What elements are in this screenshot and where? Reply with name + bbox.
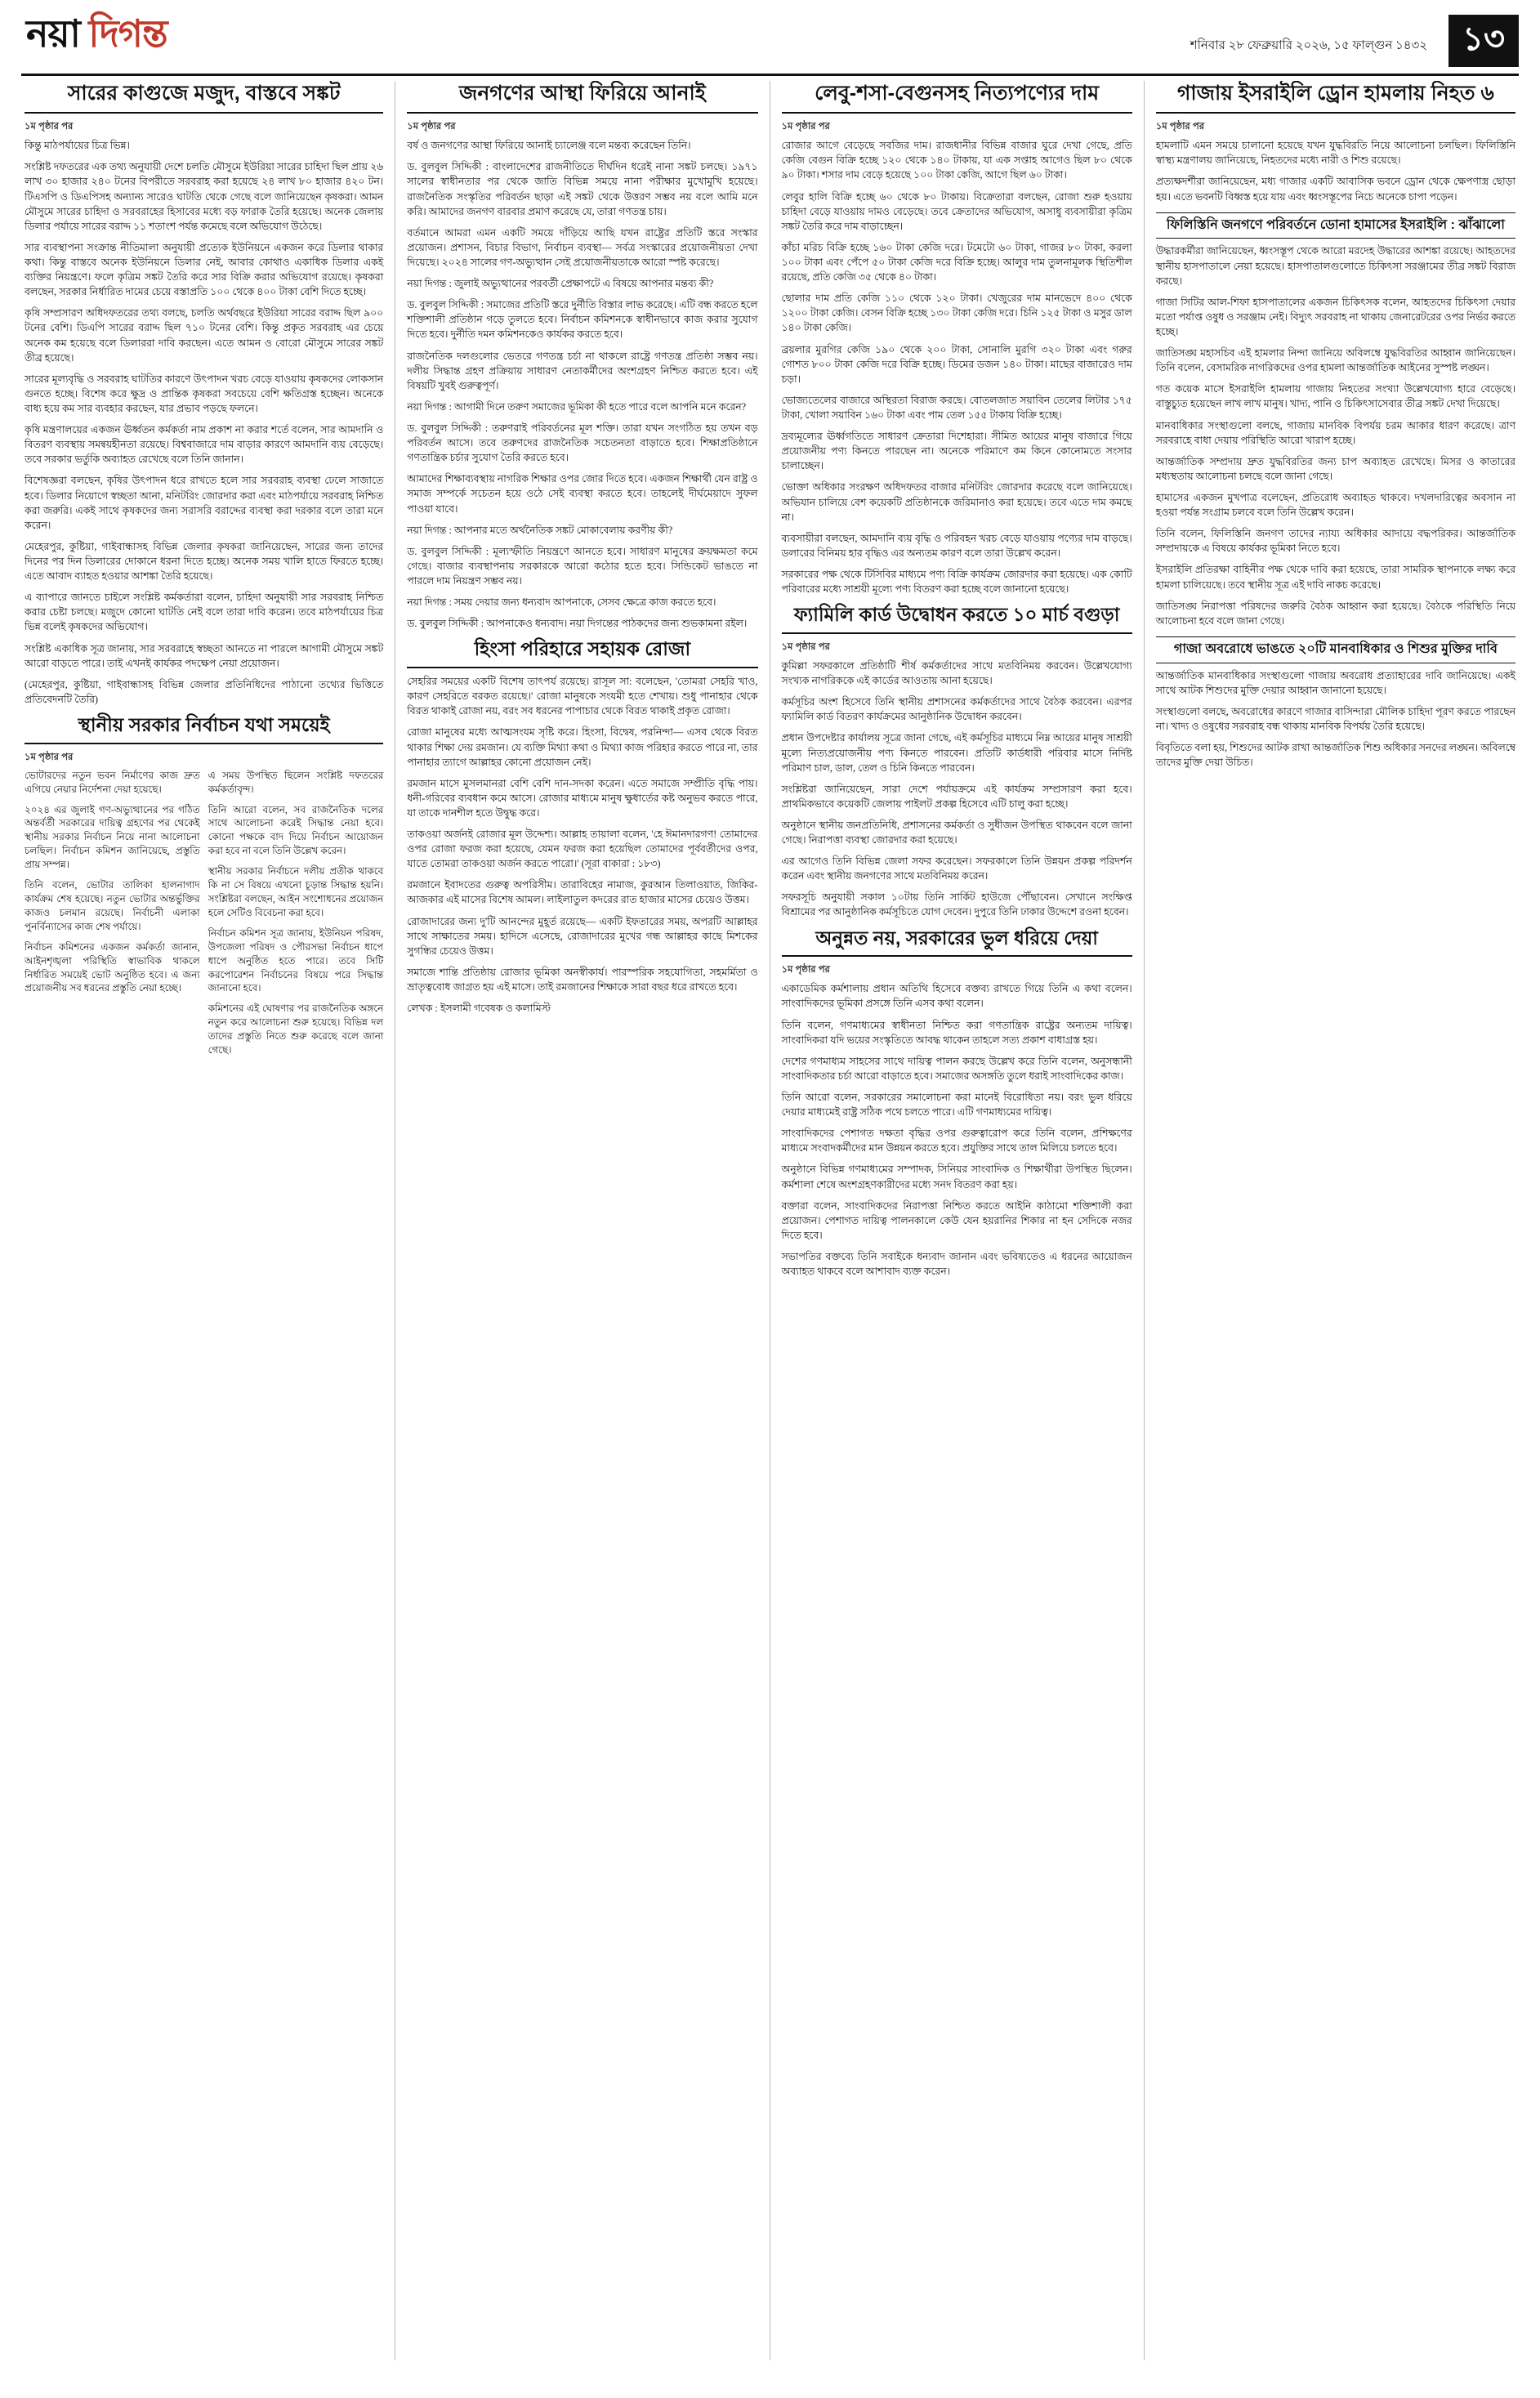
article-paragraph: নির্বাচন কমিশনের একজন কর্মকর্তা জানান, আইনশৃঙ্খলা পরিস্থিতি স্বাভাবিক থাকলে নির্ধারিত সময়েই ভোট অনুষ্ঠিত হবে। এ জন্য প্রয়োজনীয় সব ধরনের প্রস্তুতি নেয়া হচ্ছে।	[25, 940, 200, 994]
article-paragraph: গাজা সিটির আল-শিফা হাসপাতালের একজন চিকিৎসক বলেন, আহতদের চিকিৎসা দেয়ার মতো পর্যাপ্ত ওষুধ ও সরঞ্জাম নেই। বিদ্যুৎ সরবরাহ না থাকায় জেনারেটরের ওপর নির্ভর করতে হচ্ছে।	[1155, 296, 1515, 338]
article-paragraph: সারের মূল্যবৃদ্ধি ও সরবরাহ ঘাটতির কারণে উৎপাদন খরচ বেড়ে যাওয়ায় কৃষকদের লোকসান গুনতে হচ্ছে। বিশেষ করে ক্ষুদ্র ও প্রান্তিক কৃষকরা সবচেয়ে বেশি ক্ষতিগ্রস্ত হচ্ছেন। অনেকে বাধ্য হয়ে কম সার ব্যবহার করছেন, যার প্রভাব পড়ছে ফলনে।	[25, 373, 384, 414]
article-paragraph: সংশ্লিষ্ট একাধিক সূত্র জানায়, সার সরবরাহে স্বচ্ছতা আনতে না পারলে আগামী মৌসুমে সঙ্কট আরো বাড়তে পারে। তাই এখনই কার্যকর পদক্ষেপ নেয়া প্রয়োজন।	[25, 642, 384, 669]
article-paragraph: রোজার আগে বেড়েছে সবজির দাম। রাজধানীর বিভিন্ন বাজার ঘুরে দেখা গেছে, প্রতি কেজি বেগুন বিক্রি হচ্ছে ১২০ থেকে ১৪০ টাকায়, যা এক সপ্তাহ আগেও ছিল ৮০ থেকে ৯০ টাকা। শসার দাম বেড়ে হয়েছে ১০০ টাকা কেজি, আগে ছিল ৬০ টাকা।	[781, 140, 1132, 181]
jump-line: ১ম পৃষ্ঠার পর	[1155, 122, 1205, 132]
article-question: নয়া দিগন্ত : আগামী দিনে তরুণ সমাজের ভূমিকা কী হতে পারে বলে আপনি মনে করেন?	[407, 400, 747, 413]
article-paragraph: দ্রব্যমূল্যের ঊর্ধ্বগতিতে সাধারণ ক্রেতারা দিশেহারা। সীমিত আয়ের মানুষ বাজারে গিয়ে প্রয়োজনীয় পণ্য কিনতে পারছেন না। অনেকে পরিমাণে কম কিনে কোনোমতে সংসার চালাচ্ছেন।	[781, 431, 1132, 472]
article-paragraph: বিবৃতিতে বলা হয়, শিশুদের আটক রাখা আন্তর্জাতিক শিশু অধিকার সনদের লঙ্ঘন। অবিলম্বে তাদের মুক্তি দেয়া উচিত।	[1155, 742, 1515, 769]
article-paragraph: ২০২৪ এর জুলাই গণ-অভ্যুত্থানের পর গঠিত অন্তর্বর্তী সরকারের দায়িত্ব গ্রহণের পর থেকেই স্থানীয় সরকার নির্বাচন নিয়ে নানা আলোচনা চলছিল। নির্বাচন কমিশন জানিয়েছে, প্রস্তুতি প্রায় সম্পন্ন।	[25, 803, 200, 871]
article-paragraph: আন্তর্জাতিক সম্প্রদায় দ্রুত যুদ্ধবিরতির জন্য চাপ অব্যাহত রেখেছে। মিসর ও কাতারের মধ্যস্থতায় আলোচনা চলছে বলে জানা গেছে।	[1155, 455, 1515, 482]
article-paragraph: মানবাধিকার সংস্থাগুলো বলছে, গাজায় মানবিক বিপর্যয় চরম আকার ধারণ করেছে। ত্রাণ সরবরাহে বাধা দেয়ায় পরিস্থিতি আরো খারাপ হচ্ছে।	[1155, 419, 1515, 446]
two-subcolumn-wrap	[25, 769, 383, 1064]
article-paragraph: লেবুর হালি বিক্রি হচ্ছে ৬০ থেকে ৮০ টাকায়। বিক্রেতারা বলছেন, রোজা শুরু হওয়ায় চাহিদা বেড়ে যাওয়ায় দামও বেড়েছে। তবে ক্রেতাদের অভিযোগ, অসাধু ব্যবসায়ীরা কৃত্রিম সঙ্কট তৈরি করে দাম বাড়াচ্ছেন।	[781, 190, 1132, 232]
article-paragraph: ভোক্তা অধিকার সংরক্ষণ অধিদফতর বাজার মনিটরিং জোরদার করেছে বলে জানিয়েছে। অভিযান চালিয়ে বেশ কয়েকটি প্রতিষ্ঠানকে জরিমানাও করা হয়েছে। তবে এতে দাম কমছে না।	[781, 481, 1132, 523]
article-headline: অনুন্নত নয়, সরকারের ভুল ধরিয়ে দেয়া	[782, 927, 1132, 958]
article-headline: গাজায় ইসরাইলি ড্রোন হামলায় নিহত ৬	[1156, 81, 1515, 114]
article-paragraph: একাডেমিক কর্মশালায় প্রধান অতিথি হিসেবে বক্তব্য রাখতে গিয়ে তিনি এ কথা বলেন। সাংবাদিকদের ভূমিকা প্রসঙ্গে তিনি এসব কথা বলেন।	[781, 983, 1132, 1010]
article-paragraph: বিশেষজ্ঞরা বলছেন, কৃষির উৎপাদন ধরে রাখতে হলে সার সরবরাহ ব্যবস্থা ঢেলে সাজাতে হবে। ডিলার নিয়োগে স্বচ্ছতা আনা, মনিটরিং জোরদার করা এবং মাঠপর্যায়ে সরবরাহ নিশ্চিত করা জরুরি। একই সাথে কৃষকদের জন্য সরাসরি বরাদ্দের ব্যবস্থা করা দরকার বলে তারা মনে করেন।	[25, 475, 384, 531]
article-paragraph: আমাদের শিক্ষাব্যবস্থায় নাগরিক শিক্ষার ওপর জোর দিতে হবে। একজন শিক্ষার্থী যেন রাষ্ট্র ও সমাজ সম্পর্কে সচেতন হয়ে ওঠে সেই ব্যবস্থা করতে হবে। তাহলেই দীর্ঘমেয়াদে সুফল পাওয়া যাবে।	[407, 473, 758, 515]
article-paragraph: সংশ্লিষ্ট দফতরের এক তথ্য অনুযায়ী দেশে চলতি মৌসুমে ইউরিয়া সারের চাহিদা ছিল প্রায় ২৬ লাখ ৩০ হাজার ২৪০ টনের বিপরীতে সরবরাহ করা হয়েছে ২৪ লাখ ৮০ হাজার ৪২০ টন। টিএসপি ও ডিএপিসহ অন্যান্য সারেও ঘাটতি থেকে গেছে বলে জানিয়েছেন কৃষকরা। আমন মৌসুমে সারের চাহিদা ও সরবরাহের হিসাবের মধ্যে বড় ফারাক তৈরি হয়েছে। অনেক জেলায় ডিলার পর্যায়ে সারের বরাদ্দ ১১ শতাংশ পর্যন্ত কমেছে বলে অভিযোগ উঠেছে।	[25, 161, 384, 232]
article-paragraph: কাঁচা মরিচ বিক্রি হচ্ছে ১৬০ টাকা কেজি দরে। টমেটো ৬০ টাকা, গাজর ৮০ টাকা, করলা ১০০ টাকা এবং পেঁপে ৫০ টাকা কেজি দরে বিক্রি হচ্ছে। আলুর দাম তুলনামূলক স্থিতিশীল রয়েছে, প্রতি কেজি ৩৫ থেকে ৪০ টাকা।	[781, 241, 1132, 284]
article-paragraph: প্রত্যক্ষদর্শীরা জানিয়েছেন, মধ্য গাজার একটি আবাসিক ভবনে ড্রোন থেকে ক্ষেপণাস্ত্র ছোড়া হয়। এতে ভবনটি বিধ্বস্ত হয়ে যায় এবং ধ্বংসস্তূপের নিচে অনেকে চাপা পড়েন।	[1155, 176, 1515, 203]
article-headline: ফ্যামিলি কার্ড উদ্বোধন করতে ১০ মার্চ বগুড়া	[782, 603, 1132, 634]
article-paragraph: কিন্তু মাঠপর্যায়ের চিত্র ভিন্ন।	[25, 140, 130, 152]
article-paragraph: ড. বুলবুল সিদ্দিকী : বাংলাদেশের রাজনীতিতে দীর্ঘদিন ধরেই নানা সঙ্কট চলছে। ১৯৭১ সালের স্বাধীনতার পর থেকে জাতি বিভিন্ন সময়ে নানা পরীক্ষার মুখোমুখি হয়েছে। রাজনৈতিক সংস্কৃতির পরিবর্তন ছাড়া এই সঙ্কট থেকে উত্তরণ সম্ভব নয় বলে আমি মনে করি। আমাদের জনগণ বারবার প্রমাণ করেছে যে, তারা গণতন্ত্র চায়।	[407, 161, 758, 217]
article-headline: স্থানীয় সরকার নির্বাচন যথা সময়েই	[25, 713, 383, 744]
article-paragraph: জাতিসঙ্ঘ মহাসচিব এই হামলার নিন্দা জানিয়ে অবিলম্বে যুদ্ধবিরতির আহ্বান জানিয়েছেন। তিনি বলেন, বেসামরিক নাগরিকদের ওপর হামলা আন্তর্জাতিক আইনের সুস্পষ্ট লঙ্ঘন।	[1155, 347, 1515, 374]
article-paragraph: প্রধান উপদেষ্টার কার্যালয় সূত্রে জানা গেছে, এই কর্মসূচির মাধ্যমে নিম্ন আয়ের মানুষ সাশ্রয়ী মূল্যে নিত্যপ্রয়োজনীয় পণ্য কিনতে পারবেন। প্রতিটি কার্ডধারী পরিবার মাসে নির্দিষ্ট পরিমাণ চাল, ডাল, তেল ও চিনি কিনতে পারবেন।	[781, 732, 1132, 774]
article-headline: লেবু-শসা-বেগুনসহ নিত্যপণ্যের দাম	[782, 81, 1132, 114]
article-headline: সারের কাগুজে মজুদ, বাস্তবে সঙ্কট	[25, 81, 383, 114]
newspaper-logo	[21, 15, 167, 54]
jump-line: ১ম পৃষ্ঠার পর	[25, 122, 74, 132]
article-headline: হিংসা পরিহারে সহায়ক রোজা	[407, 637, 757, 668]
article-paragraph: অনুষ্ঠানে স্থানীয় জনপ্রতিনিধি, প্রশাসনের কর্মকর্তা ও সুধীজন উপস্থিত থাকবেন বলে জানা গেছে। নিরাপত্তা ব্যবস্থা জোরদার করা হয়েছে।	[781, 819, 1132, 846]
article-paragraph: নির্বাচন কমিশন সূত্র জানায়, ইউনিয়ন পরিষদ, উপজেলা পরিষদ ও পৌরসভা নির্বাচন ধাপে ধাপে অনুষ্ঠিত হতে পারে। তবে সিটি করপোরেশন নির্বাচনের বিষয়ে পরে সিদ্ধান্ত জানানো হবে।	[208, 927, 384, 994]
article-question: নয়া দিগন্ত : আপনার মতে অর্থনৈতিক সঙ্কট মোকাবেলায় করণীয় কী?	[407, 524, 673, 536]
article-paragraph: ভোজ্যতেলের বাজারে অস্থিরতা বিরাজ করছে। বোতলজাত সয়াবিন তেলের লিটার ১৭৫ টাকা, খোলা সয়াবিন ১৬০ টাকা এবং পাম তেল ১৫৫ টাকায় বিক্রি হচ্ছে।	[781, 394, 1132, 421]
article-paragraph: হামাসের একজন মুখপাত্র বলেছেন, প্রতিরোধ অব্যাহত থাকবে। দখলদারিত্বের অবসান না হওয়া পর্যন্ত সংগ্রাম চলবে বলে তিনি উল্লেখ করেন।	[1155, 492, 1515, 519]
article-credit: (মেহেরপুর, কুষ্টিয়া, গাইবান্ধাসহ বিভিন্ন জেলার প্রতিনিধিদের পাঠানো তথ্যের ভিত্তিতে প্রতিবেদনটি তৈরি)	[25, 678, 384, 705]
article-paragraph: ভোটারদের নতুন ভবন নির্মাণের কাজ দ্রুত এগিয়ে নেয়ার নির্দেশনা দেয়া হয়েছে।	[25, 769, 200, 795]
column-2	[395, 81, 770, 2360]
jump-line: ১ম পৃষ্ঠার পর	[25, 752, 74, 762]
article-paragraph: আন্তর্জাতিক মানবাধিকার সংস্থাগুলো গাজায় অবরোধ প্রত্যাহারের দাবি জানিয়েছে। একই সাথে আটক শিশুদের মুক্তি দেয়ার আহ্বান জানানো হয়েছে।	[1155, 669, 1515, 696]
article-paragraph: ড. বুলবুল সিদ্দিকী : তরুণরাই পরিবর্তনের মূল শক্তি। তারা যখন সংগঠিত হয় তখন বড় পরিবর্তন আসে। তবে তরুণদের রাজনৈতিক সচেতনতা বাড়াতে হবে। শিক্ষাপ্রতিষ্ঠানে গণতান্ত্রিক চর্চার সুযোগ তৈরি করতে হবে।	[407, 422, 758, 464]
article-paragraph: কর্মসূচির অংশ হিসেবে তিনি স্থানীয় প্রশাসনের কর্মকর্তাদের সাথে বৈঠক করবেন। এরপর ফ্যামিলি কার্ড বিতরণ কার্যক্রমের আনুষ্ঠানিক উদ্বোধন করবেন।	[781, 696, 1132, 723]
article-paragraph: রোজাদারের জন্য দু'টি আনন্দের মুহূর্ত রয়েছে— একটি ইফতারের সময়, অপরটি আল্লাহর সাথে সাক্ষাতের সময়। হাদিসে এসেছে, রোজাদারের মুখের গন্ধ আল্লাহর কাছে মিশকের সুগন্ধির চেয়েও উত্তম।	[407, 915, 758, 957]
page-number: ১৩	[1448, 15, 1519, 67]
article-paragraph: তিনি আরো বলেন, সব রাজনৈতিক দলের সাথে আলোচনা করেই সিদ্ধান্ত নেয়া হবে। কোনো পক্ষকে বাদ দিয়ে নির্বাচন আয়োজন করা হবে না বলে তিনি উল্লেখ করেন।	[208, 803, 384, 857]
article-paragraph: সভাপতির বক্তব্যে তিনি সবাইকে ধন্যবাদ জানান এবং ভবিষ্যতেও এ ধরনের আয়োজন অব্যাহত থাকবে বলে আশাবাদ ব্যক্ত করেন।	[781, 1250, 1132, 1278]
article-paragraph: ছোলার দাম প্রতি কেজি ১১০ থেকে ১২০ টাকা। খেজুরের দাম মানভেদে ৪০০ থেকে ১২০০ টাকা কেজি। বেসন বিক্রি হচ্ছে ১৩০ টাকা কেজি দরে। চিনি ১২৫ টাকা ও মসুর ডাল ১৪০ টাকা কেজি।	[781, 292, 1132, 334]
article-paragraph: উদ্ধারকর্মীরা জানিয়েছেন, ধ্বংসস্তূপ থেকে আরো মরদেহ উদ্ধারের আশঙ্কা রয়েছে। আহতদের স্থানীয় হাসপাতালে নেয়া হয়েছে। হাসপাতালগুলোতে চিকিৎসা সরঞ্জামের তীব্র সঙ্কট বিরাজ করছে।	[1155, 245, 1515, 287]
article-paragraph: রোজা মানুষের মধ্যে আত্মসংযম সৃষ্টি করে। হিংসা, বিদ্বেষ, পরনিন্দা— এসব থেকে বিরত থাকার শিক্ষা দেয় রমজান। যে ব্যক্তি মিথ্যা কথা ও মিথ্যা কাজ পরিহার করতে পারে না, তার পানাহার ত্যাগে আল্লাহর কোনো প্রয়োজন নেই।	[407, 726, 758, 768]
article-paragraph: হামলাটি এমন সময়ে চালানো হয়েছে যখন যুদ্ধবিরতি নিয়ে আলোচনা চলছিল। ফিলিস্তিনি স্বাস্থ্য মন্ত্রণালয় জানিয়েছে, নিহতদের মধ্যে নারী ও শিশু রয়েছে।	[1155, 140, 1515, 167]
article-paragraph: তিনি বলেন, ফিলিস্তিনি জনগণ তাদের ন্যায্য অধিকার আদায়ে বদ্ধপরিকর। আন্তর্জাতিক সম্প্রদায়কে এ বিষয়ে কার্যকর ভূমিকা নিতে হবে।	[1155, 528, 1515, 555]
masthead-dateline: শনিবার ২৮ ফেব্রুয়ারি ২০২৬, ১৫ ফাল্গুন ১৪৩২	[1190, 39, 1427, 52]
masthead	[21, 15, 1519, 76]
article-paragraph: এর আগেও তিনি বিভিন্ন জেলা সফর করেছেন। সফরকালে তিনি উন্নয়ন প্রকল্প পরিদর্শন করেন এবং স্থানীয় জনগণের সাথে মতবিনিময় করেন।	[781, 855, 1132, 882]
article-paragraph: তাকওয়া অর্জনই রোজার মূল উদ্দেশ্য। আল্লাহ তায়ালা বলেন, 'হে ঈমানদারগণ! তোমাদের ওপর রোজা ফরজ করা হয়েছে, যেমন ফরজ করা হয়েছিল তোমাদের পূর্ববর্তীদের ওপর, যাতে তোমরা তাকওয়া অর্জন করতে পারো।' (সূরা বাকারা : ১৮৩)	[407, 828, 758, 870]
article-paragraph: অনুষ্ঠানে বিভিন্ন গণমাধ্যমের সম্পাদক, সিনিয়র সাংবাদিক ও শিক্ষার্থীরা উপস্থিত ছিলেন। কর্মশালা শেষে অংশগ্রহণকারীদের মধ্যে সনদ বিতরণ করা হয়।	[781, 1163, 1132, 1190]
article-paragraph: তিনি বলেন, গণমাধ্যমের স্বাধীনতা নিশ্চিত করা গণতান্ত্রিক রাষ্ট্রের অন্যতম দায়িত্ব। সাংবাদিকরা যদি ভয়ের সংস্কৃতিতে আবদ্ধ থাকেন তাহলে সত্য প্রকাশ বাধাগ্রস্ত হয়।	[781, 1019, 1132, 1046]
article-paragraph: সরকারের পক্ষ থেকে টিসিবির মাধ্যমে পণ্য বিক্রি কার্যক্রম জোরদার করা হয়েছে। এক কোটি পরিবারের মধ্যে সাশ্রয়ী মূল্যে পণ্য বিতরণ করা হচ্ছে বলে জানানো হয়েছে।	[781, 568, 1132, 596]
subcolumn-left	[25, 769, 200, 1064]
article-paragraph: কৃষি সম্প্রসারণ অধিদফতরের তথ্য বলছে, চলতি অর্থবছরে ইউরিয়া সারের বরাদ্দ ছিল ৯০০ টনের বেশি। ডিএপি সারের বরাদ্দ ছিল ৭১০ টনের বেশি। কিন্তু প্রকৃত সরবরাহ এর চেয়ে অনেক কম হয়েছে বলে ডিলাররা দাবি করছেন। এতে আমন ও বোরো মৌসুমে সারের সঙ্কট তীব্র হয়েছে।	[25, 307, 384, 364]
column-1	[21, 81, 395, 2360]
article-paragraph: বক্তারা বলেন, সাংবাদিকদের নিরাপত্তা নিশ্চিত করতে আইনি কাঠামো শক্তিশালী করা প্রয়োজন। পেশাগত দায়িত্ব পালনকালে কেউ যেন হয়রানির শিকার না হন সেদিকে নজর দিতে হবে।	[781, 1199, 1132, 1241]
column-4	[1145, 81, 1519, 2360]
article-subheadline: ফিলিস্তিনি জনগণে পরিবর্তনে ডোনা হামাসের ইসরাইলি : ঝাঁঝালো	[1156, 212, 1515, 239]
article-paragraph: সমাজে শান্তি প্রতিষ্ঠায় রোজার ভূমিকা অনস্বীকার্য। পারস্পরিক সহযোগিতা, সহমর্মিতা ও ভ্রাতৃত্ববোধ জাগ্রত হয় এই মাসে। তাই রমজানের শিক্ষাকে সারা বছর ধরে রাখতে হবে।	[407, 966, 758, 994]
article-byline: লেখক : ইসলামী গবেষক ও কলামিস্ট	[407, 1003, 551, 1015]
article-paragraph: দেশের গণমাধ্যম সাহসের সাথে দায়িত্ব পালন করছে উল্লেখ করে তিনি বলেন, অনুসন্ধানী সাংবাদিকতার চর্চা আরো বাড়াতে হবে। সমাজের অসঙ্গতি তুলে ধরাই সাংবাদিকের কাজ।	[781, 1055, 1132, 1082]
article-paragraph: ইসরাইলি প্রতিরক্ষা বাহিনীর পক্ষ থেকে দাবি করা হয়েছে, তারা সামরিক স্থাপনাকে লক্ষ্য করে হামলা চালিয়েছে। তবে স্থানীয় সূত্র এই দাবি নাকচ করেছে।	[1155, 564, 1515, 591]
article-paragraph: রমজান মাসে মুসলমানরা বেশি বেশি দান-সদকা করেন। এতে সমাজে সম্প্রীতি বৃদ্ধি পায়। ধনী-গরিবের ব্যবধান কমে আসে। রোজার মাধ্যমে মানুষ ক্ষুধার্তের কষ্ট অনুভব করতে পারে, যা তাকে দানশীল হতে উদ্বুদ্ধ করে।	[407, 777, 758, 819]
article-paragraph: কমিশনের এই ঘোষণার পর রাজনৈতিক অঙ্গনে নতুন করে আলোচনা শুরু হয়েছে। বিভিন্ন দল তাদের প্রস্তুতি নিতে শুরু করেছে বলে জানা গেছে।	[208, 1003, 384, 1056]
article-paragraph: তিনি আরো বলেন, সরকারের সমালোচনা করা মানেই বিরোধিতা নয়। বরং ভুল ধরিয়ে দেয়ার মাধ্যমেই রাষ্ট্র সঠিক পথে চলতে পারে। এটি গণমাধ্যমের দায়িত্ব।	[781, 1092, 1132, 1119]
article-paragraph: সার ব্যবস্থাপনা সংক্রান্ত নীতিমালা অনুযায়ী প্রত্যেক ইউনিয়নে একজন করে ডিলার থাকার কথা। কিন্তু বাস্তবে অনেক ইউনিয়নে ডিলার নেই, আবার কোথাও একাধিক ডিলার একই ব্যক্তির নিয়ন্ত্রণে। ফলে কৃত্রিম সঙ্কট তৈরি করে সার বিক্রি করার অভিযোগ রয়েছে। কৃষকরা বলছেন, সরকার নির্ধারিত দামের চেয়ে বস্তাপ্রতি ১০০ থেকে ৪০০ টাকা বেশি দিতে হচ্ছে।	[25, 241, 384, 298]
article-paragraph: রমজানে ইবাদতের গুরুত্ব অপরিসীম। তারাবিহের নামাজ, কুরআন তিলাওয়াত, জিকির-আজকার এই মাসের বিশেষ আমল। লাইলাতুল কদরের রাত হাজার মাসের চেয়েও উত্তম।	[407, 879, 758, 906]
article-paragraph: এ ব্যাপারে জানতে চাইলে সংশ্লিষ্ট কর্মকর্তারা বলেন, চাহিদা অনুযায়ী সার সরবরাহ নিশ্চিত করার চেষ্টা চলছে। মজুদে কোনো ঘাটতি নেই বলে তারা দাবি করেন। তবে মাঠপর্যায়ের চিত্র ভিন্ন বলেই কৃষকদের অভিযোগ।	[25, 592, 384, 633]
column-grid	[21, 81, 1519, 2360]
jump-line: ১ম পৃষ্ঠার পর	[781, 122, 830, 132]
jump-line: ১ম পৃষ্ঠার পর	[781, 641, 830, 652]
article-paragraph: ড. বুলবুল সিদ্দিকী : মূল্যস্ফীতি নিয়ন্ত্রণে আনতে হবে। সাধারণ মানুষের ক্রয়ক্ষমতা কমে গেছে। বাজার ব্যবস্থাপনায় সরকারকে আরো কঠোর হতে হবে। সিন্ডিকেট ভাঙতে না পারলে দাম নিয়ন্ত্রণ সম্ভব নয়।	[407, 545, 758, 587]
article-paragraph: বর্তমানে আমরা এমন একটি সময়ে দাঁড়িয়ে আছি যখন রাষ্ট্রের প্রতিটি স্তরে সংস্কার প্রয়োজন। প্রশাসন, বিচার বিভাগ, নির্বাচন ব্যবস্থা— সর্বত্র সংস্কারের প্রয়োজনীয়তা দেখা দিয়েছে। ২০২৪ সালের গণ-অভ্যুত্থান সেই প্রয়োজনীয়তাকে আরো স্পষ্ট করেছে।	[407, 226, 758, 269]
article-question: নয়া দিগন্ত : সময় দেয়ার জন্য ধন্যবাদ আপনাকে, সেসব ক্ষেত্রে কাজ করতে হবে।	[407, 596, 716, 609]
article-paragraph: তিনি বলেন, ভোটার তালিকা হালনাগাদ কার্যক্রম শেষ হয়েছে। নতুন ভোটার অন্তর্ভুক্তির কাজও চলমান রয়েছে। নির্বাচনী এলাকা পুনর্বিন্যাসের কাজ শেষ পর্যায়ে।	[25, 879, 200, 932]
article-paragraph: এ সময় উপস্থিত ছিলেন সংশ্লিষ্ট দফতরের কর্মকর্তাবৃন্দ।	[208, 769, 384, 795]
article-paragraph: ব্যবসায়ীরা বলছেন, আমদানি ব্যয় বৃদ্ধি ও পরিবহন খরচ বেড়ে যাওয়ায় পণ্যের দাম বাড়ছে। ডলারের বিনিময় হার বৃদ্ধিও এর অন্যতম কারণ বলে তারা উল্লেখ করেন।	[781, 532, 1132, 559]
article-subheadline: গাজা অবরোধে ভাঙতে ২০টি মানবাধিকার ও শিশুর মুক্তির দাবি	[1156, 636, 1515, 663]
article-paragraph: ড. বুলবুল সিদ্দিকী : আপনাকেও ধন্যবাদ। নয়া দিগন্তের পাঠকদের জন্য শুভকামনা রইল।	[407, 618, 748, 630]
article-paragraph: সাংবাদিকদের পেশাগত দক্ষতা বৃদ্ধির ওপর গুরুত্বারোপ করে তিনি বলেন, প্রশিক্ষণের মাধ্যমে সংবাদকর্মীদের মান উন্নয়ন করতে হবে। প্রযুক্তির সাথে তাল মিলিয়ে চলতে হবে।	[781, 1128, 1132, 1154]
article-paragraph: রাজনৈতিক দলগুলোর ভেতরে গণতন্ত্র চর্চা না থাকলে রাষ্ট্রে গণতন্ত্র প্রতিষ্ঠা সম্ভব নয়। দলীয় সিদ্ধান্ত গ্রহণ প্রক্রিয়ায় সাধারণ নেতাকর্মীদের অংশগ্রহণ নিশ্চিত করতে হবে। এই বিষয়টি খুবই গুরুত্বপূর্ণ।	[407, 350, 758, 391]
article-paragraph: বর্ষ ও জনগণের আস্থা ফিরিয়ে আনাই চ্যালেঞ্জ বলে মন্তব্য করেছেন তিনি।	[407, 140, 691, 152]
jump-line: ১ম পৃষ্ঠার পর	[781, 965, 830, 976]
article-paragraph: সংস্থাগুলো বলছে, অবরোধের কারণে গাজার বাসিন্দারা মৌলিক চাহিদা পূরণ করতে পারছেন না। খাদ্য ও ওষুধের সরবরাহ বন্ধ থাকায় মানবিক বিপর্যয় তৈরি হয়েছে।	[1155, 705, 1515, 733]
article-paragraph: স্থানীয় সরকার নির্বাচনে দলীয় প্রতীক থাকবে কি না সে বিষয়ে এখনো চূড়ান্ত সিদ্ধান্ত হয়নি। সংশ্লিষ্টরা বলছেন, আইন সংশোধনের প্রয়োজন হলে সেটিও বিবেচনা করা হবে।	[208, 865, 384, 918]
logo-accent-text: দিগন্ত	[88, 13, 167, 55]
logo-main-text: নয়া	[26, 13, 80, 55]
article-paragraph: জাতিসঙ্ঘ নিরাপত্তা পরিষদের জরুরি বৈঠক আহ্বান করা হয়েছে। বৈঠকে পরিস্থিতি নিয়ে আলোচনা হবে বলে জানা গেছে।	[1155, 600, 1515, 627]
article-paragraph: কৃষি মন্ত্রণালয়ের একজন ঊর্ধ্বতন কর্মকর্তা নাম প্রকাশ না করার শর্তে বলেন, সার আমদানি ও বিতরণ ব্যবস্থায় সমন্বয়হীনতা রয়েছে। বিশ্ববাজারে দাম বাড়ার কারণে আমদানি ব্যয় বেড়েছে। তবে সরকার ভর্তুকি অব্যাহত রেখেছে বলে তিনি জানান।	[25, 424, 384, 466]
article-paragraph: মেহেরপুর, কুষ্টিয়া, গাইবান্ধাসহ বিভিন্ন জেলার কৃষকরা জানিয়েছেন, সারের জন্য তাদের দিনের পর দিন ডিলারের দোকানে ধরনা দিতে হচ্ছে। অনেক সময় খালি হাতে ফিরতে হচ্ছে। এতে আবাদ ব্যাহত হওয়ার আশঙ্কা তৈরি হয়েছে।	[25, 540, 384, 583]
article-question: নয়া দিগন্ত : জুলাই অভ্যুত্থানের পরবর্তী প্রেক্ষাপটে এ বিষয়ে আপনার মন্তব্য কী?	[407, 278, 714, 290]
jump-line: ১ম পৃষ্ঠার পর	[407, 122, 456, 132]
subcolumn-right	[208, 769, 384, 1064]
article-paragraph: সংশ্লিষ্টরা জানিয়েছেন, সারা দেশে পর্যায়ক্রমে এই কার্যক্রম সম্প্রসারণ করা হবে। প্রাথমিকভাবে কয়েকটি জেলায় পাইলট প্রকল্প হিসেবে এটি চালু করা হচ্ছে।	[781, 783, 1132, 810]
article-paragraph: কুমিল্লা সফরকালে প্রতিষ্ঠাটি শীর্ষ কর্মকর্তাদের সাথে মতবিনিময় করবেন। উল্লেখযোগ্য সংখ্যক নাগরিককে এই কার্ডের আওতায় আনা হয়েছে।	[781, 659, 1132, 687]
column-3	[770, 81, 1145, 2360]
article-paragraph: ব্রয়লার মুরগির কেজি ১৯০ থেকে ২০০ টাকা, সোনালি মুরগি ৩২০ টাকা এবং গরুর গোশত ৮০০ টাকা কেজি দরে বিক্রি হচ্ছে। ডিমের ডজন ১৪০ টাকা। মাছের বাজারেও দাম চড়া।	[781, 343, 1132, 385]
article-paragraph: সফরসূচি অনুযায়ী সকাল ১০টায় তিনি সার্কিট হাউজে পৌঁছাবেন। সেখানে সংক্ষিপ্ত বিশ্রামের পর আনুষ্ঠানিক কর্মসূচিতে যোগ দেবেন। দুপুরে তিনি ঢাকার উদ্দেশে রওনা হবেন।	[781, 891, 1132, 918]
article-paragraph: সেহরির সময়ের একটি বিশেষ তাৎপর্য রয়েছে। রাসূল সা: বলেছেন, 'তোমরা সেহরি খাও, কারণ সেহরিতে বরকত রয়েছে।' রোজা মানুষকে সংযমী হতে শেখায়। শুধু পানাহার থেকে বিরত থাকাই রোজা নয়, বরং সব ধরনের পাপাচার থেকে বিরত থাকাই প্রকৃত রোজা।	[407, 676, 758, 717]
article-paragraph: ড. বুলবুল সিদ্দিকী : সমাজের প্রতিটি স্তরে দুর্নীতি বিস্তার লাভ করেছে। এটি বন্ধ করতে হলে শক্তিশালী প্রতিষ্ঠান গড়ে তুলতে হবে। নির্বাচন কমিশনকে স্বাধীনভাবে কাজ করার সুযোগ দিতে হবে। দুর্নীতি দমন কমিশনকেও কার্যকর করতে হবে।	[407, 299, 758, 341]
article-paragraph: গত কয়েক মাসে ইসরাইলি হামলায় গাজায় নিহতের সংখ্যা উল্লেখযোগ্য হারে বেড়েছে। বাস্তুচ্যুত হয়েছেন লাখ লাখ মানুষ। খাদ্য, পানি ও চিকিৎসাসেবার তীব্র সঙ্কট দেখা দিয়েছে।	[1155, 383, 1515, 410]
article-headline: জনগণের আস্থা ফিরিয়ে আনাই	[407, 81, 757, 114]
